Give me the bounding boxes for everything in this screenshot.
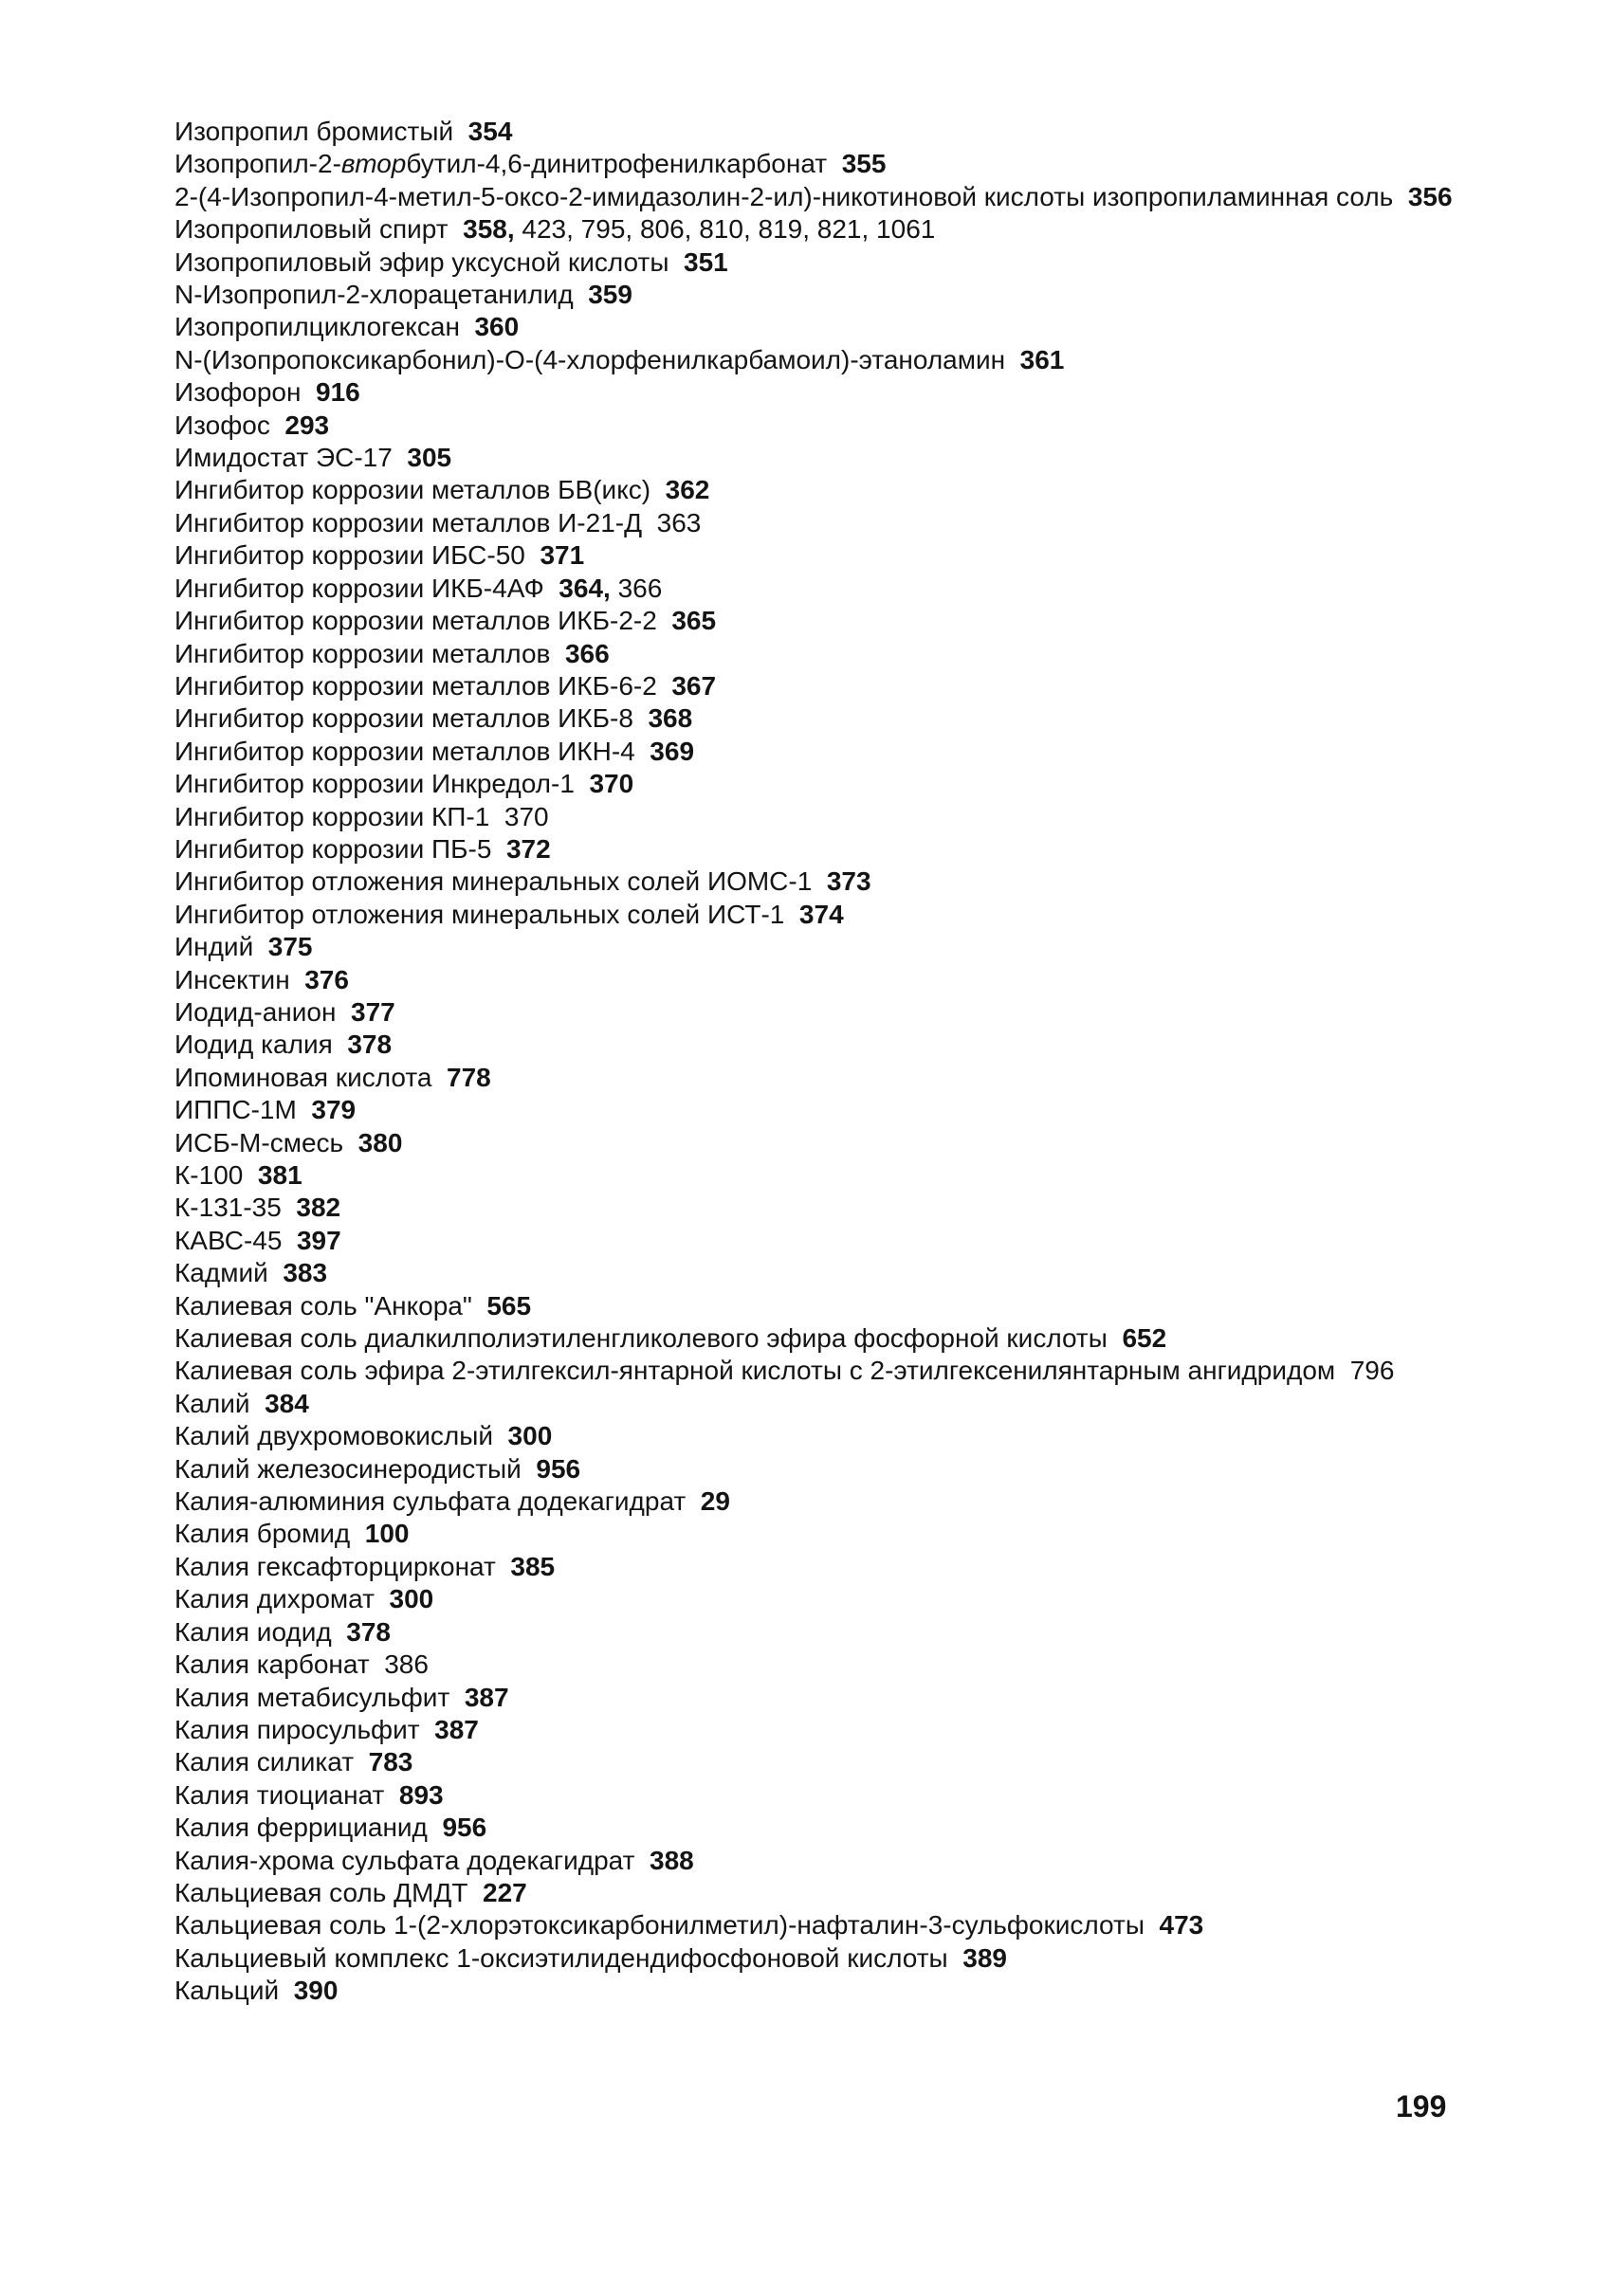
primary-page-ref: 359 bbox=[588, 280, 632, 310]
index-entry bbox=[174, 246, 1502, 279]
index-term: Индий bbox=[174, 932, 254, 962]
index-term: Калия бромид bbox=[174, 1519, 351, 1549]
index-entry bbox=[174, 1518, 1502, 1550]
index-term: Кальциевый комплекс 1-оксиэтилидендифосфоновой кислоты bbox=[174, 1942, 948, 1973]
index-term: Инсектин bbox=[174, 964, 290, 994]
primary-page-ref: 384 bbox=[265, 1388, 309, 1418]
primary-page-ref: 956 bbox=[536, 1453, 581, 1484]
index-term: Ингибитор коррозии металлов ИКБ-2-2 bbox=[174, 606, 657, 636]
primary-page-ref: 956 bbox=[442, 1813, 487, 1843]
secondary-page-ref: 796 bbox=[1349, 1356, 1395, 1386]
primary-page-ref: 100 bbox=[364, 1519, 410, 1549]
index-term: Изопропил-2- bbox=[174, 149, 341, 179]
secondary-page-ref: 386 bbox=[384, 1649, 429, 1680]
primary-page-ref: 383 bbox=[283, 1258, 328, 1288]
index-entry bbox=[174, 1616, 1502, 1649]
index-entry bbox=[174, 1746, 1502, 1778]
index-entry bbox=[174, 670, 1502, 702]
index-entry bbox=[174, 1975, 1502, 2007]
primary-page-ref: 300 bbox=[389, 1584, 434, 1614]
index-term: N-Изопропил-2-хлорацетанилид bbox=[174, 280, 574, 310]
primary-page-ref: 375 bbox=[267, 932, 313, 962]
index-entry bbox=[174, 1388, 1502, 1420]
index-entry bbox=[174, 1714, 1502, 1746]
primary-page-ref: 385 bbox=[510, 1551, 556, 1581]
index-entry bbox=[174, 1779, 1502, 1812]
secondary-page-ref: 423, 795, 806, 810, 819, 821, 1061 bbox=[522, 214, 936, 245]
subject-index-list bbox=[174, 116, 1502, 2008]
index-entry bbox=[174, 1812, 1502, 1844]
index-term: Ингибитор отложения минеральных солей ИОМС-1 bbox=[174, 866, 813, 897]
index-term: Калия феррицианид bbox=[174, 1813, 428, 1843]
index-entry bbox=[174, 638, 1502, 670]
index-term: Ингибитор коррозии металлов ИКН-4 bbox=[174, 736, 635, 766]
primary-page-ref: 367 bbox=[671, 670, 717, 701]
index-entry bbox=[174, 996, 1502, 1029]
index-entry bbox=[174, 410, 1502, 442]
primary-page-ref: 370 bbox=[589, 769, 634, 799]
index-entry bbox=[174, 311, 1502, 343]
primary-page-ref: 389 bbox=[962, 1942, 1007, 1973]
index-term: Изофорон bbox=[174, 377, 302, 408]
index-term: Калия-алюминия сульфата додекагидрат bbox=[174, 1486, 687, 1517]
index-entry bbox=[174, 1845, 1502, 1877]
primary-page-ref: 397 bbox=[296, 1225, 341, 1255]
index-term: Изопропил бромистый bbox=[174, 117, 454, 146]
index-term: Ингибитор коррозии ПБ-5 bbox=[174, 833, 492, 864]
index-term: 2-(4-Изопропил-4-метил-5-оксо-2-имидазолин-2-ил)-никотиновой кислоты изопропиламинная соль bbox=[174, 181, 1394, 211]
index-term: Изопропиловый спирт bbox=[174, 214, 449, 245]
index-term: Ингибитор отложения минеральных солей ИСТ-1 bbox=[174, 899, 785, 929]
index-term: Ингибитор коррозии ИБС-50 bbox=[174, 540, 525, 571]
index-entry bbox=[174, 931, 1502, 963]
primary-page-ref: 351 bbox=[684, 246, 728, 277]
index-term: Ингибитор коррозии металлов И-21-Д bbox=[174, 507, 643, 538]
primary-page-ref: 372 bbox=[505, 833, 551, 864]
index-entry bbox=[174, 801, 1502, 833]
index-term: Ингибитор коррозии металлов bbox=[174, 638, 551, 668]
index-term: Калиевая соль "Анкора" bbox=[174, 1290, 472, 1321]
index-term: Ингибитор коррозии ИКБ-4АФ bbox=[174, 573, 544, 603]
index-term: Калий двухромовокислый bbox=[174, 1421, 493, 1451]
primary-page-ref: 783 bbox=[368, 1747, 413, 1777]
index-term: Изофос bbox=[174, 410, 270, 440]
index-term: Кальциевая соль 1-(2-хлорэтоксикарбонилметил)-нафталин-3-сульфокислоты bbox=[174, 1910, 1145, 1941]
index-term: Изопропилциклогексан bbox=[174, 312, 460, 342]
index-entry bbox=[174, 833, 1502, 866]
primary-page-ref: 358, bbox=[463, 214, 515, 245]
primary-page-ref: 356 bbox=[1407, 181, 1453, 211]
primary-page-ref: 379 bbox=[311, 1095, 357, 1125]
index-entry bbox=[174, 964, 1502, 996]
index-entry bbox=[174, 1322, 1502, 1355]
index-entry bbox=[174, 1453, 1502, 1485]
index-entry bbox=[174, 148, 1502, 180]
index-entry bbox=[174, 1192, 1502, 1224]
index-term: Калий bbox=[174, 1388, 250, 1418]
index-term: Ингибитор коррозии металлов ИКБ-6-2 bbox=[174, 670, 657, 701]
index-term: Калия-хрома сульфата додекагидрат bbox=[174, 1845, 635, 1875]
primary-page-ref: 300 bbox=[507, 1421, 553, 1451]
index-term: Кадмий bbox=[174, 1258, 268, 1288]
index-entry bbox=[174, 1583, 1502, 1615]
index-term: КАВС-45 bbox=[174, 1225, 283, 1255]
primary-page-ref: 368 bbox=[648, 703, 693, 734]
primary-page-ref: 29 bbox=[700, 1486, 730, 1517]
index-entry bbox=[174, 573, 1502, 605]
index-entry bbox=[174, 344, 1502, 376]
index-term: Калия силикат bbox=[174, 1747, 355, 1777]
primary-page-ref: 778 bbox=[447, 1062, 491, 1092]
primary-page-ref: 387 bbox=[464, 1682, 509, 1712]
primary-page-ref: 293 bbox=[284, 410, 330, 440]
index-entry bbox=[174, 1127, 1502, 1159]
index-term: Калиевая соль диалкилполиэтиленгликолевого эфира фосфорной кислоты bbox=[174, 1323, 1108, 1354]
index-term: Иодид калия bbox=[174, 1030, 333, 1060]
primary-page-ref: 388 bbox=[650, 1845, 694, 1875]
index-term: Калия карбонат bbox=[174, 1649, 370, 1680]
secondary-page-ref: 363 bbox=[656, 507, 702, 538]
index-entry bbox=[174, 1649, 1502, 1681]
index-term: ИСБ-М-смесь bbox=[174, 1127, 344, 1157]
index-entry bbox=[174, 539, 1502, 572]
index-term: Калиевая соль эфира 2-этилгексил-янтарной кислоты с 2-этилгексенилянтарным ангидридом bbox=[174, 1356, 1336, 1386]
index-term: Калия дихромат bbox=[174, 1584, 375, 1614]
index-entry bbox=[174, 736, 1502, 768]
index-entry bbox=[174, 279, 1502, 311]
index-term: Калия метабисульфит bbox=[174, 1682, 450, 1712]
secondary-page-ref: 366 bbox=[617, 573, 663, 603]
index-term: Ипоминовая кислота bbox=[174, 1062, 432, 1092]
index-term: ИППС-1М bbox=[174, 1095, 297, 1125]
primary-page-ref: 382 bbox=[296, 1193, 341, 1223]
primary-page-ref: 893 bbox=[398, 1779, 444, 1810]
index-entry bbox=[174, 702, 1502, 735]
primary-page-ref: 371 bbox=[540, 540, 585, 571]
primary-page-ref: 360 bbox=[474, 312, 520, 342]
page-number: 199 bbox=[1396, 2089, 1447, 2123]
index-entry bbox=[174, 1420, 1502, 1452]
index-entry bbox=[174, 213, 1502, 246]
index-term: Калия тиоцианат bbox=[174, 1779, 385, 1810]
index-entry bbox=[174, 1225, 1502, 1257]
index-term: Иодид-анион bbox=[174, 996, 337, 1027]
primary-page-ref: 380 bbox=[357, 1127, 403, 1157]
primary-page-ref: 376 bbox=[304, 964, 349, 994]
index-entry bbox=[174, 1257, 1502, 1289]
index-entry bbox=[174, 1942, 1502, 1975]
index-entry bbox=[174, 1485, 1502, 1518]
index-entry bbox=[174, 866, 1502, 898]
index-term: Кальциевая соль ДМДТ bbox=[174, 1877, 468, 1907]
primary-page-ref: 227 bbox=[483, 1877, 527, 1907]
index-term: К-100 bbox=[174, 1160, 244, 1190]
index-entry bbox=[174, 605, 1502, 637]
index-entry bbox=[174, 1094, 1502, 1126]
index-entry bbox=[174, 768, 1502, 800]
index-entry bbox=[174, 1909, 1502, 1941]
index-entry bbox=[174, 442, 1502, 474]
index-term: Ингибитор коррозии КП-1 bbox=[174, 801, 490, 831]
primary-page-ref: 374 bbox=[798, 899, 844, 929]
index-term-continued: бутил-4,6-динитрофенилкарбонат bbox=[406, 149, 828, 179]
primary-page-ref: 565 bbox=[486, 1290, 532, 1321]
index-term: Кальций bbox=[174, 1976, 280, 2006]
index-entry bbox=[174, 1159, 1502, 1192]
index-entry bbox=[174, 376, 1502, 409]
primary-page-ref: 369 bbox=[650, 736, 695, 766]
primary-page-ref: 361 bbox=[1019, 344, 1065, 374]
secondary-page-ref: 370 bbox=[504, 801, 549, 831]
index-entry bbox=[174, 507, 1502, 539]
primary-page-ref: 373 bbox=[826, 866, 871, 897]
primary-page-ref: 652 bbox=[1122, 1323, 1167, 1354]
index-entry bbox=[174, 1290, 1502, 1322]
index-term: Имидостат ЭС-17 bbox=[174, 443, 393, 473]
primary-page-ref: 473 bbox=[1159, 1910, 1204, 1941]
primary-page-ref: 377 bbox=[351, 996, 395, 1027]
index-term: N-(Изопропоксикарбонил)-О-(4-хлорфенилкарбамоил)-этаноламин bbox=[174, 344, 1006, 374]
index-term: Ингибитор коррозии Инкредол-1 bbox=[174, 769, 575, 799]
primary-page-ref: 378 bbox=[346, 1616, 391, 1647]
index-term: Изопропиловый эфир уксусной кислоты bbox=[174, 246, 669, 277]
index-entry bbox=[174, 1355, 1502, 1387]
index-entry bbox=[174, 899, 1502, 931]
primary-page-ref: 354 bbox=[467, 117, 513, 146]
index-term: Калий железосинеродистый bbox=[174, 1453, 522, 1484]
primary-page-ref: 362 bbox=[665, 475, 710, 505]
index-term: Калия гексафторцирконат bbox=[174, 1551, 496, 1581]
primary-page-ref: 305 bbox=[407, 443, 452, 473]
index-term: Ингибитор коррозии металлов ИКБ-8 bbox=[174, 703, 633, 734]
index-entry bbox=[174, 1551, 1502, 1583]
index-term: К-131-35 bbox=[174, 1193, 282, 1223]
index-entry bbox=[174, 1877, 1502, 1909]
index-entry bbox=[174, 1062, 1502, 1094]
primary-page-ref: 365 bbox=[671, 606, 717, 636]
primary-page-ref: 381 bbox=[257, 1160, 302, 1190]
index-entry bbox=[174, 474, 1502, 506]
index-term: Калия иодид bbox=[174, 1616, 332, 1647]
primary-page-ref: 916 bbox=[316, 377, 360, 408]
index-entry bbox=[174, 1682, 1502, 1714]
primary-page-ref: 387 bbox=[434, 1714, 479, 1744]
index-term: Ингибитор коррозии металлов БВ(икс) bbox=[174, 475, 651, 505]
primary-page-ref: 390 bbox=[293, 1976, 339, 2006]
index-term: Калия пиросульфит bbox=[174, 1714, 420, 1744]
index-entry bbox=[174, 116, 1502, 148]
index-entry bbox=[174, 181, 1502, 213]
index-term-italic-prefix: втор bbox=[340, 149, 407, 179]
primary-page-ref: 364, bbox=[559, 573, 611, 603]
primary-page-ref: 355 bbox=[841, 149, 887, 179]
index-entry bbox=[174, 1029, 1502, 1061]
primary-page-ref: 366 bbox=[564, 638, 610, 668]
primary-page-ref: 378 bbox=[347, 1030, 393, 1060]
